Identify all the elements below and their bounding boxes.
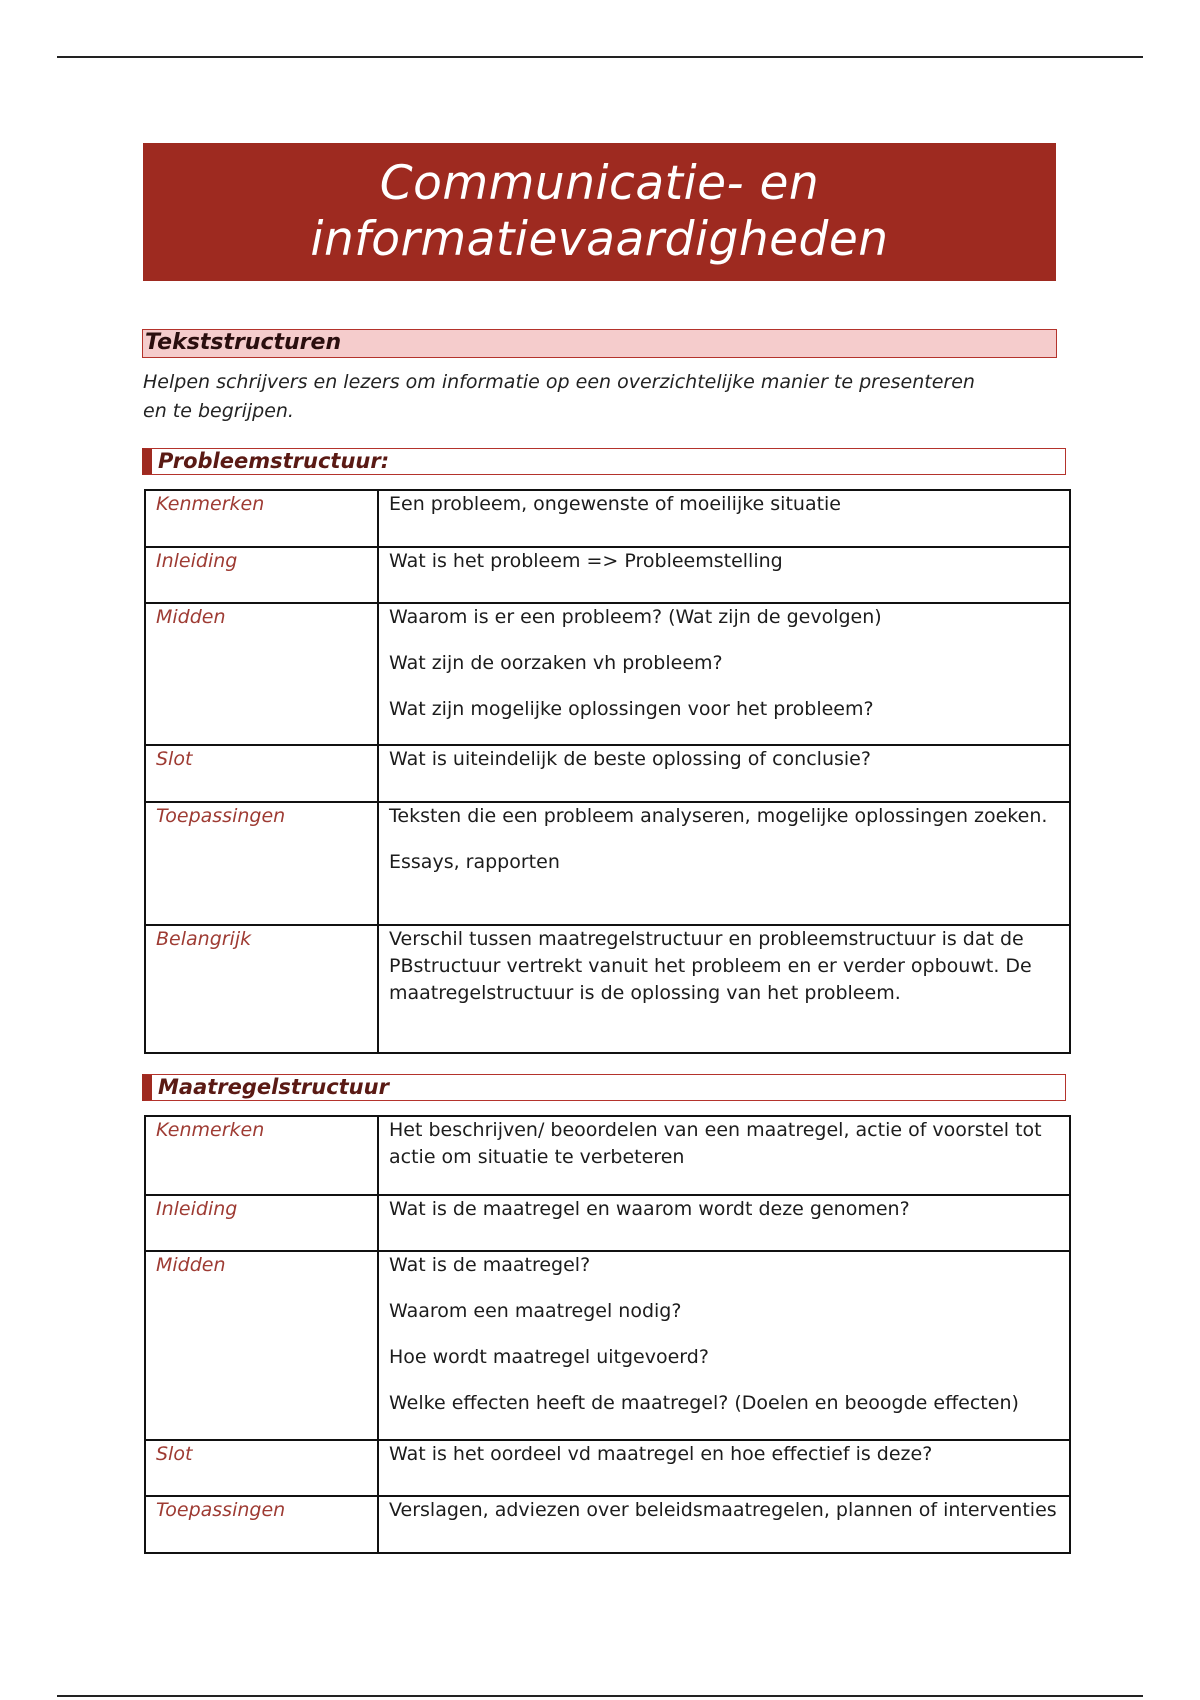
- document-title: [143, 143, 1056, 281]
- row-content: [378, 1440, 1070, 1496]
- table-row: [145, 1440, 1070, 1496]
- row-content: [378, 802, 1070, 925]
- row-label: Midden: [145, 603, 378, 745]
- table-row: [145, 490, 1070, 547]
- maatregelstructuur-table: [144, 1115, 1071, 1554]
- row-content: [378, 603, 1070, 745]
- row-line: Wat zijn de oorzaken vh probleem?: [389, 652, 723, 674]
- table-row: [145, 925, 1070, 1053]
- row-content: [378, 1496, 1070, 1553]
- row-label: Inleiding: [145, 1195, 378, 1251]
- title-line-2: informatievaardigheden: [310, 212, 889, 267]
- row-label: Kenmerken: [145, 1116, 378, 1195]
- row-label: Belangrijk: [145, 925, 378, 1053]
- row-content: [378, 490, 1070, 547]
- row-line: Wat is de maatregel?: [389, 1254, 591, 1276]
- row-line: Wat zijn mogelijke oplossingen voor het probleem?: [389, 698, 874, 720]
- row-label: Slot: [145, 745, 378, 802]
- row-line: Waarom een maatregel nodig?: [389, 1300, 682, 1322]
- row-line: Welke effecten heeft de maatregel? (Doelen en beoogde effecten): [389, 1392, 1019, 1414]
- row-line: Teksten die een probleem analyseren, mogelijke oplossingen zoeken.: [389, 805, 1048, 827]
- table-row: [145, 1251, 1070, 1440]
- row-line: Wat is het probleem => Probleemstelling: [389, 550, 783, 572]
- row-content: [378, 1251, 1070, 1440]
- row-line: Waarom is er een probleem? (Wat zijn de gevolgen): [389, 606, 882, 628]
- row-label: Toepassingen: [145, 802, 378, 925]
- table-row: [145, 1116, 1070, 1195]
- table-row: [145, 1195, 1070, 1251]
- row-line: Verslagen, adviezen over beleidsmaatregelen, plannen of interventies: [389, 1499, 1057, 1521]
- row-line: Het beschrijven/ beoordelen van een maatregel, actie of voorstel tot actie om situatie te verbeteren: [389, 1119, 1042, 1168]
- row-line: Wat is uiteindelijk de beste oplossing of conclusie?: [389, 748, 871, 770]
- intro-text: [143, 368, 1063, 426]
- row-label: Kenmerken: [145, 490, 378, 547]
- row-line: Wat is het oordeel vd maatregel en hoe effectief is deze?: [389, 1443, 933, 1465]
- row-content: [378, 1116, 1070, 1195]
- row-label: Toepassingen: [145, 1496, 378, 1553]
- row-content: [378, 925, 1070, 1053]
- row-content: [378, 547, 1070, 603]
- row-line: Een probleem, ongewenste of moeilijke situatie: [389, 493, 842, 515]
- table-row: [145, 603, 1070, 745]
- probleemstructuur-table: [144, 489, 1071, 1054]
- row-line: Essays, rapporten: [389, 851, 560, 873]
- top-rule: [57, 56, 1143, 58]
- title-line-1: Communicatie- en: [379, 156, 820, 211]
- section-heading: Tekststructuren: [142, 329, 1057, 358]
- row-label: Inleiding: [145, 547, 378, 603]
- probleemstructuur-heading: Probleemstructuur:: [142, 448, 1066, 475]
- intro-line-2: en te begrijpen.: [143, 400, 294, 422]
- row-line: Verschil tussen maatregelstructuur en probleemstructuur is dat de PBstructuur vertrekt vanuit het probleem en er verder opbouwt. De maatregelstructuur is de oplossing van het probleem.: [389, 928, 1032, 1004]
- table-row: [145, 1496, 1070, 1553]
- row-content: [378, 745, 1070, 802]
- row-line: Hoe wordt maatregel uitgevoerd?: [389, 1346, 709, 1368]
- table-row: [145, 745, 1070, 802]
- table-row: [145, 547, 1070, 603]
- row-label: Slot: [145, 1440, 378, 1496]
- row-line: Wat is de maatregel en waarom wordt deze genomen?: [389, 1198, 910, 1220]
- maatregelstructuur-heading: Maatregelstructuur: [142, 1074, 1066, 1101]
- row-content: [378, 1195, 1070, 1251]
- table-row: [145, 802, 1070, 925]
- intro-line-1: Helpen schrijvers en lezers om informatie op een overzichtelijke manier te presenteren: [143, 371, 975, 393]
- bottom-rule: [57, 1695, 1143, 1697]
- row-label: Midden: [145, 1251, 378, 1440]
